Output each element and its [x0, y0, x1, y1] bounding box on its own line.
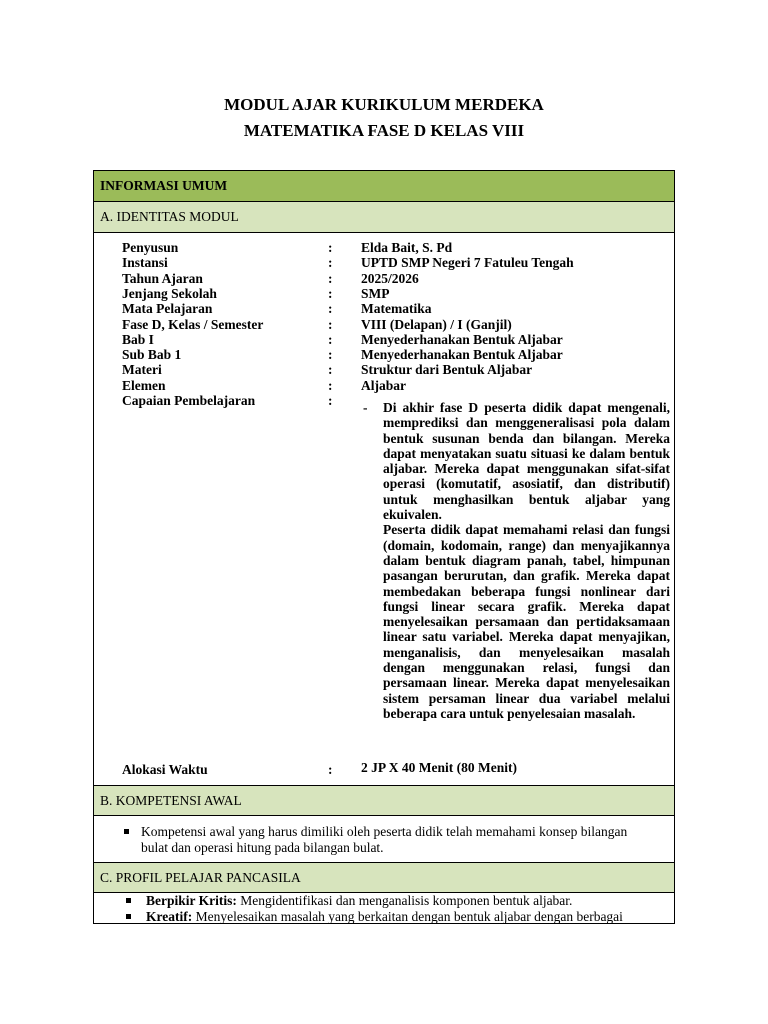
document-subtitle: MATEMATIKA FASE D KELAS VIII — [243, 121, 525, 140]
section-profil-pelajar-label: C. PROFIL PELAJAR PANCASILA — [100, 869, 301, 885]
capaian-colon: : — [328, 393, 333, 408]
identitas-label: Tahun Ajaran — [122, 270, 203, 286]
profil-item — [124, 893, 672, 909]
identitas-label: Elemen — [122, 377, 166, 393]
profil-item — [124, 909, 672, 925]
section-informasi-umum — [94, 171, 674, 202]
profil-list — [124, 893, 672, 925]
identitas-value: VIII (Delapan) / I (Ganjil) — [361, 316, 512, 332]
identitas-label: Bab I — [122, 331, 154, 347]
identitas-label: Fase D, Kelas / Semester — [122, 316, 264, 332]
kompetensi-awal-line: Kompetensi awal yang harus dimiliki oleh peserta didik telah memahami konsep bilangan — [141, 824, 628, 839]
bullet-icon — [126, 898, 131, 903]
alokasi-label: Alokasi Waktu — [122, 762, 208, 777]
section-identitas-modul — [94, 202, 674, 233]
identitas-colon: : — [328, 240, 333, 255]
identitas-colon: : — [328, 255, 333, 271]
identitas-value: Menyederhanakan Bentuk Aljabar — [361, 331, 563, 347]
identitas-label: Materi — [122, 362, 162, 378]
section-identitas-modul-label: A. IDENTITAS MODUL — [100, 209, 239, 224]
identitas-label: Mata Pelajaran — [122, 301, 213, 317]
identitas-label: Sub Bab 1 — [122, 347, 182, 363]
kompetensi-awal-line: bulat dan operasi hitung pada bilangan bulat. — [141, 839, 384, 855]
identitas-colon: : — [328, 270, 333, 286]
section-kompetensi-awal — [94, 785, 674, 816]
profil-item-title: Kreatif: — [146, 909, 193, 924]
section-kompetensi-awal-label: B. KOMPETENSI AWAL — [100, 792, 242, 808]
identitas-value: UPTD SMP Negeri 7 Fatuleu Tengah — [361, 255, 574, 271]
profil-item-title: Berpikir Kritis: — [146, 893, 237, 908]
identitas-colon: : — [328, 362, 333, 378]
identitas-value: Menyederhanakan Bentuk Aljabar — [361, 347, 563, 363]
module-table — [93, 170, 675, 924]
identitas-label: Instansi — [122, 255, 168, 271]
capaian-paragraph: Peserta didik dapat memahami relasi dan fungsi (domain, kodomain, range) dan menyajikannya dalam bentuk diagram panah, tabel, himpunan pasangan berurutan, dan grafik. Mereka dapat membedakan beberapa fungsi nonlinear dari fungsi linear secara grafik. Mereka dapat menyelesaikan persamaan dan pertidaksamaan linear satu variabel. Mereka dapat menyajikan, menganalisis, dan menyelesaikan masalah dengan menggunakan relasi, fungsi dan persamaan linear. Mereka dapat menyelesaikan sistem persaman linear dua variabel melalui beberapa cara untuk penyelesaian masalah. — [383, 522, 670, 721]
section-informasi-umum-label: INFORMASI UMUM — [100, 178, 228, 193]
profil-item-text: Mengidentifikasi dan menganalisis komponen bentuk aljabar. — [236, 893, 573, 908]
alokasi-value: 2 JP X 40 Menit (80 Menit) — [361, 760, 517, 775]
identitas-colon: : — [328, 331, 333, 347]
capaian-dash: - — [363, 400, 368, 415]
identitas-label: Jenjang Sekolah — [122, 285, 217, 301]
identitas-label: Penyusun — [122, 240, 179, 255]
identitas-colon: : — [328, 347, 333, 363]
identitas-colon: : — [328, 316, 333, 332]
profil-item-text: Menyelesaikan masalah yang berkaitan dengan bentuk aljabar dengan berbagai — [192, 909, 623, 924]
alokasi-colon: : — [328, 762, 333, 777]
kompetensi-awal-list — [124, 824, 664, 855]
identitas-value: Aljabar — [361, 377, 406, 393]
bullet-icon — [126, 914, 131, 919]
section-profil-pelajar — [94, 862, 674, 893]
identitas-colon: : — [328, 377, 333, 393]
capaian-paragraph: Di akhir fase D peserta didik dapat mengenali, memprediksi dan menggeneralisasi pola dalam bentuk susunan benda dan bilangan. Mereka dapat menyatakan suatu situasi ke dalam bentuk aljabar. Mereka dapat menggunakan sifat-sifat operasi (komutatif, asosiatif, dan distributif) untuk menghasilkan bentuk aljabar yang ekuivalen. — [383, 400, 670, 523]
bullet-icon — [124, 829, 129, 834]
identitas-value: Struktur dari Bentuk Aljabar — [361, 362, 533, 378]
document-title: MODUL AJAR KURIKULUM MERDEKA — [224, 95, 544, 114]
identitas-value: SMP — [361, 285, 390, 301]
identitas-value: Matematika — [361, 301, 432, 317]
capaian-label: Capaian Pembelajaran — [122, 393, 256, 408]
identitas-value: 2025/2026 — [361, 270, 419, 286]
identitas-value: Elda Bait, S. Pd — [361, 240, 453, 255]
capaian-text — [383, 400, 670, 721]
identitas-colon: : — [328, 301, 333, 317]
identitas-colon: : — [328, 285, 333, 301]
